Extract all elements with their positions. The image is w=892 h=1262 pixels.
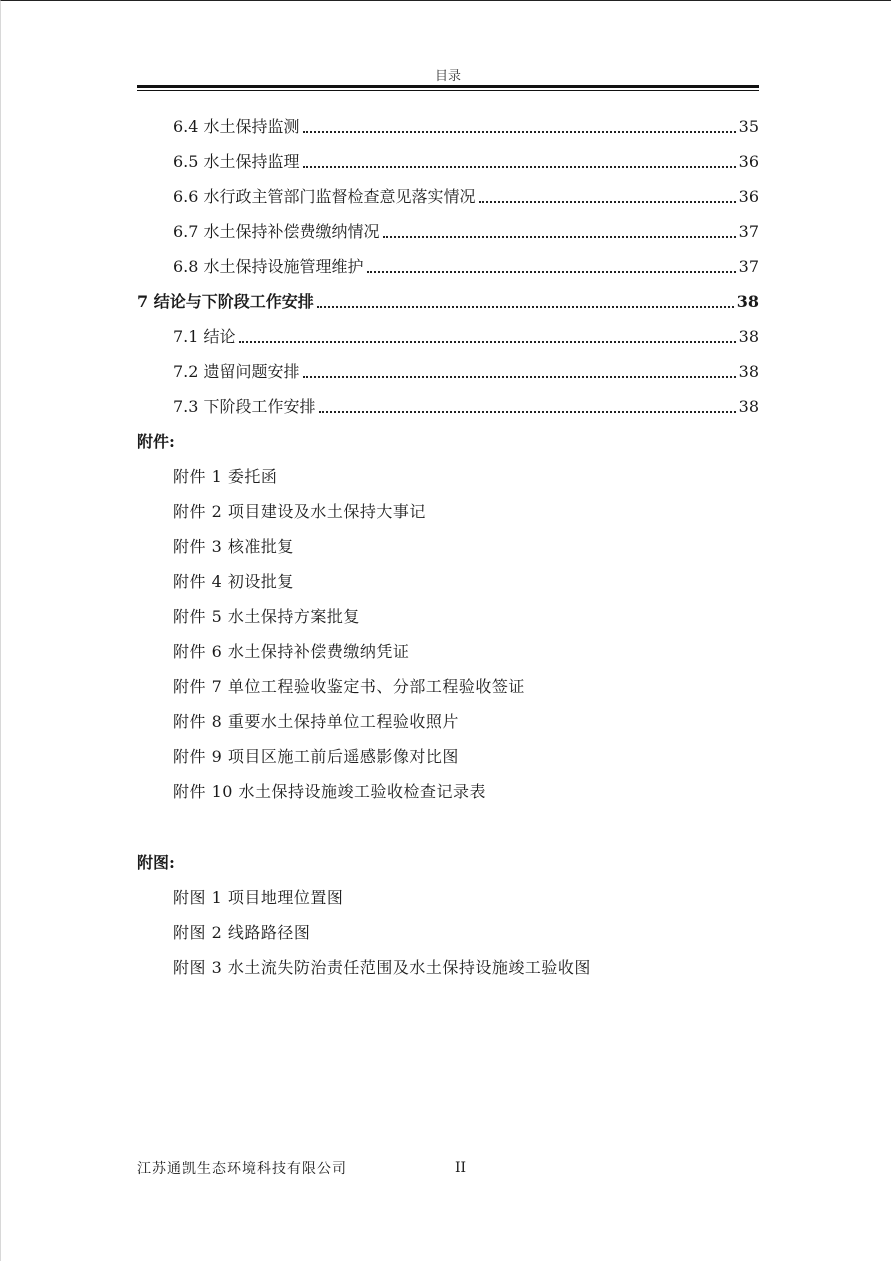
footer-company-name: 江苏通凯生态环境科技有限公司 <box>137 1161 347 1177</box>
toc-entry-page: 37 <box>738 257 759 276</box>
toc-chapter-entry[interactable] <box>137 290 759 314</box>
figures-heading: 附图: <box>137 853 175 872</box>
attachment-item[interactable]: 附件 6 水土保持补偿费缴纳凭证 <box>173 642 410 661</box>
toc-entry-label: 6.5 水土保持监理 <box>173 152 300 171</box>
toc-dot-leader <box>383 236 736 238</box>
toc-entry[interactable] <box>173 325 759 349</box>
figure-item[interactable]: 附图 2 线路路径图 <box>173 923 311 942</box>
attachment-item[interactable]: 附件 10 水土保持设施竣工验收检查记录表 <box>173 782 487 801</box>
toc-entry-page: 37 <box>738 222 759 241</box>
toc-dot-leader <box>239 341 736 343</box>
toc-dot-leader <box>303 166 736 168</box>
toc-dot-leader <box>479 201 736 203</box>
attachment-item[interactable]: 附件 5 水土保持方案批复 <box>173 607 360 626</box>
toc-entry-page: 35 <box>738 117 759 136</box>
footer-page-number: II <box>455 1160 467 1176</box>
toc-entry-page: 38 <box>738 362 759 381</box>
figure-item[interactable]: 附图 1 项目地理位置图 <box>173 888 344 907</box>
toc-entry-page: 36 <box>738 187 759 206</box>
toc-entry-page: 38 <box>738 327 759 346</box>
attachment-item[interactable]: 附件 2 项目建设及水土保持大事记 <box>173 502 426 521</box>
toc-entry[interactable] <box>173 255 759 279</box>
toc-entry[interactable] <box>173 395 759 419</box>
toc-entry-page: 38 <box>738 397 759 416</box>
toc-entry[interactable] <box>173 185 759 209</box>
toc-entry-page: 38 <box>736 292 759 311</box>
toc-dot-leader <box>319 411 736 413</box>
attachment-item[interactable]: 附件 7 单位工程验收鉴定书、分部工程验收签证 <box>173 677 525 696</box>
toc-entry-label: 7.2 遗留问题安排 <box>173 362 300 381</box>
toc-dot-leader <box>367 271 736 273</box>
toc-entry-label: 6.6 水行政主管部门监督检查意见落实情况 <box>173 187 476 206</box>
toc-entry[interactable] <box>173 115 759 139</box>
attachment-item[interactable]: 附件 1 委托函 <box>173 467 278 486</box>
attachment-item[interactable]: 附件 8 重要水土保持单位工程验收照片 <box>173 712 459 731</box>
page-header-title: 目录 <box>434 69 461 84</box>
attachment-item[interactable]: 附件 4 初设批复 <box>173 572 294 591</box>
toc-entry-label: 6.4 水土保持监测 <box>173 117 300 136</box>
toc-entry-label: 7 结论与下阶段工作安排 <box>137 292 314 311</box>
toc-dot-leader <box>303 131 736 133</box>
toc-entry-label: 7.3 下阶段工作安排 <box>173 397 316 416</box>
toc-entry[interactable] <box>173 220 759 244</box>
header-rule-thick <box>137 85 759 88</box>
figure-item[interactable]: 附图 3 水土流失防治责任范围及水土保持设施竣工验收图 <box>173 958 591 977</box>
toc-dot-leader <box>317 306 734 308</box>
attachment-item[interactable]: 附件 3 核准批复 <box>173 537 294 556</box>
toc-entry-label: 6.7 水土保持补偿费缴纳情况 <box>173 222 380 241</box>
toc-dot-leader <box>303 376 736 378</box>
toc-entry-page: 36 <box>738 152 759 171</box>
toc-entry-label: 6.8 水土保持设施管理维护 <box>173 257 364 276</box>
attachment-item[interactable]: 附件 9 项目区施工前后遥感影像对比图 <box>173 747 459 766</box>
header-rule-thin <box>137 90 759 91</box>
toc-entry-label: 7.1 结论 <box>173 327 236 346</box>
toc-entry[interactable] <box>173 360 759 384</box>
attachments-heading: 附件: <box>137 432 175 451</box>
toc-entry[interactable] <box>173 150 759 174</box>
